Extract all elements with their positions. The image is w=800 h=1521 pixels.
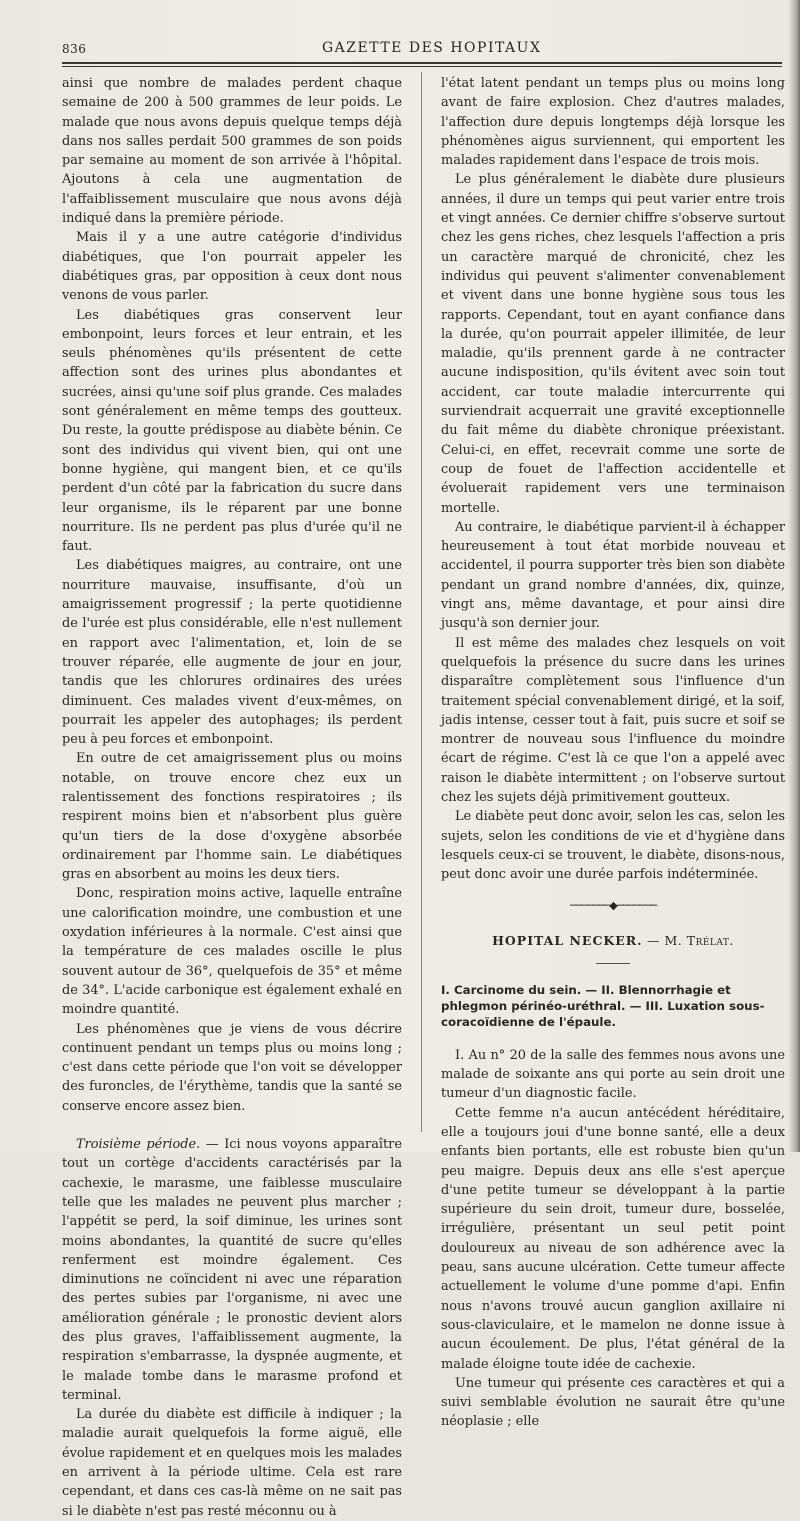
paragraph-third-period <box>62 1135 402 1405</box>
paragraph: Le diabète peut donc avoir, selon les cas, selon les sujets, selon les conditions de vie et d'hygiène dans lesquels ceux-ci se trouvent, le diabète, disons-nous, peut donc avoir une durée parfois indéterminée. <box>441 809 785 883</box>
heading-dash: — M. <box>642 933 687 949</box>
right-column <box>441 74 785 1432</box>
section-heading <box>441 931 785 950</box>
paragraph: Au contraire, le diabétique parvient-il à échapper heureusement à tout état morbide nouveau et accidentel, il pourra supporter très bien son diabète pendant un grand nombre d'années, dix, quinze, vingt ans, même davantage, et pour ainsi dire jusqu'à son dernier jour. <box>441 519 785 632</box>
paragraph: Les phénomènes que je viens de vous décrire continuent pendant un temps plus ou moins long ; c'est dans cette période que l'on voit se développer des furoncles, de l'érythème, tandis que la santé se conserve encore assez bien. <box>62 1021 402 1114</box>
paragraph-text: — Ici nous voyons apparaître tout un cortège d'accidents caractérisés par la cachexie, le marasme, une faiblesse musculaire telle que les malades ne peuvent plus marcher ; l'appétit se perd, la soif diminue, les urines sont moins abondantes, la quantité de sucre qu'elles renferment est moindre également. Ces diminutions ne coïncident ni avec une réparation des pertes subies par l'organisme, ni avec une amélioration générale ; le pronostic devient alors des plus graves, l'affaiblissement augmente, la respiration s'embarrasse, la dyspnée augmente, et le malade tombe dans le marasme profond et terminal. <box>62 1137 402 1403</box>
page-edge-shadow <box>788 0 800 1152</box>
paragraph: l'état latent pendant un temps plus ou moins long avant de faire explosion. Chez d'autres malades, l'affection dure depuis longtemps déjà lorsque les phénomènes aigus surviennent, qui emportent les malades rapidement dans l'espace de trois mois. <box>441 76 785 169</box>
paragraph: Une tumeur qui présente ces caractères et qui a suivi semblable évolution ne saurait être qu'une néoplasie ; elle <box>441 1375 785 1430</box>
running-head: GAZETTE DES HOPITAUX <box>322 40 542 56</box>
paragraph: Le plus généralement le diabète dure plusieurs années, il dure un temps qui peut varier entre trois et vingt années. Ce dernier chiffre s'observe surtout chez les gens riches, chez lesquels l'affection a pris un caractère marqué de chronicité, chez les individus qui peuvent s'alimenter convenablement et vivent dans une bonne hygiène sous tous les rapports. Cependant, tout en ayant confiance dans la durée, qu'on pourrait appeler illimitée, de leur maladie, qu'ils prennent garde à ne contracter aucune indisposition, qu'ils évitent avec soin tout accident, car toute maladie intercurrente qui surviendrait acquerrait une gravité exceptionnelle du fait même du diabète chronique préexistant. Celui-ci, en effet, recevrait comme une sorte de coup de fouet de l'affection accidentelle et évoluerait rapidement vers une terminaison mortelle. <box>441 172 785 516</box>
page-header <box>62 40 777 60</box>
paragraph: Cette femme n'a aucun antécédent héréditaire, elle a toujours joui d'une bonne santé, elle a deux enfants bien portants, elle est robuste bien qu'un peu maigre. Depuis deux ans elle s'est aperçue d'une petite tumeur se développant à la partie supérieure du sein droit, tumeur dure, bosselée, irrégulière, présentant un seul petit point douloureux au niveau de son adhérence avec la peau, sans aucune ulcération. Cette tumeur affecte actuellement le volume d'une pomme d'api. Enfin nous n'avons trouvé aucun ganglion axillaire ni sous-claviculaire, et le mamelon ne donne issue à aucun écoulement. De plus, l'état général de la malade éloigne toute idée de cachexie. <box>441 1105 785 1372</box>
page-number: 836 <box>62 42 87 56</box>
hospital-name: HOPITAL NECKER. <box>492 933 643 949</box>
case-list-subtitle: I. Carcinome du sein. — II. Blennorrhagie et phlegmon périnéo-uréthral. — III. Luxation sous-coracoïdienne de l'épaule. <box>441 982 765 1029</box>
paragraph: I. Au n° 20 de la salle des femmes nous avons une malade de soixante ans qui porte au sein droit une tumeur d'un diagnostic facile. <box>441 1047 785 1102</box>
header-rule-thick <box>62 62 782 64</box>
paragraph: Donc, respiration moins active, laquelle entraîne une calorification moindre, une combustion et une oxydation inférieures à la normale. C'est ainsi que la température de ces malades oscille le plus souvent autour de 36°, quelquefois de 35° et même de 34°. L'acide carbonique est également exhalé en moindre quantité. <box>62 886 402 1018</box>
author-name: Trélat. <box>686 933 734 949</box>
paragraph: Il est même des malades chez lesquels on voit quelquefois la présence du sucre dans les urines disparaître complètement sous l'influence d'un traitement spécial convenablement dirigé, et la soif, jadis intense, cesser tout à fait, puis sucre et soif se montrer de nouveau sous l'influence du moindre écart de régime. C'est là ce que l'on a appelé avec raison le diabète intermittent ; on l'observe surtout chez les sujets déjà primitivement goutteux. <box>441 635 785 805</box>
paragraph: Les diabétiques gras conservent leur embonpoint, leurs forces et leur entrain, et les seuls phénomènes qu'ils présentent de cette affection sont des urines plus abondantes et sucrées, ainsi qu'une soif plus grande. Ces malades sont généralement en même temps des goutteux. Du reste, la goutte prédispose au diabète bénin. Ce sont des individus qui vivent bien, qui ont une bonne hygiène, qui mangent bien, et ce qu'ils perdent d'un côté par la fabrication du sucre dans leur organisme, ils le réparent par une bonne nourriture. Ils ne perdent pas plus d'urée qu'il ne faut. <box>62 307 402 555</box>
left-column <box>62 74 402 1521</box>
short-rule <box>596 963 630 964</box>
column-divider <box>421 72 422 1132</box>
paragraph: La durée du diabète est difficile à indiquer ; la maladie aurait quelquefois la forme aiguë, elle évolue rapidement et en quelques mois les malades en arrivent à la période ultime. Cela est rare cependant, et dans ces cas-là même on ne sait pas si le diabète n'est pas resté méconnu ou à <box>62 1407 402 1519</box>
header-rule-thin <box>62 66 782 67</box>
paragraph: Les diabétiques maigres, au contraire, ont une nourriture mauvaise, insuffisante, d'où un amaigrissement progressif ; la perte quotidienne de l'urée est plus considérable, elle n'est nullement en rapport avec l'alimentation, et, loin de se trouver réparée, elle augmente de jour en jour, tandis que les chlorures ordinaires des urées diminuent. Ces malades vivent d'eux-mêmes, on pourrait les appeler des autophages; ils perdent peu à peu forces et embonpoint. <box>62 558 402 748</box>
ornament-divider: ───────◆─────── <box>569 899 657 913</box>
paragraph: En outre de cet amaigrissement plus ou moins notable, on trouve encore chez eux un ralentissement des fonctions respiratoires ; ils respirent moins bien et n'absorbent plus guère qu'un tiers de la dose d'oxygène absorbée ordinairement par l'homme sain. Le diabétiques gras en absorbent au moins les deux tiers. <box>62 751 402 883</box>
paragraph: Mais il y a une autre catégorie d'individus diabétiques, que l'on pourrait appeler les diabétiques gras, par opposition à ceux dont nous venons de vous parler. <box>62 230 402 304</box>
paragraph: ainsi que nombre de malades perdent chaque semaine de 200 à 500 grammes de leur poids. Le malade que nous avons depuis quelque temps déjà dans nos salles perdait 500 grammes de son poids par semaine au moment de son arrivée à l'hôpital. Ajoutons à cela une augmentation de l'affaiblissement musculaire que nous avons déjà indiqué dans la première période. <box>62 76 402 227</box>
section-label-italic: Troisième période. <box>76 1137 201 1153</box>
